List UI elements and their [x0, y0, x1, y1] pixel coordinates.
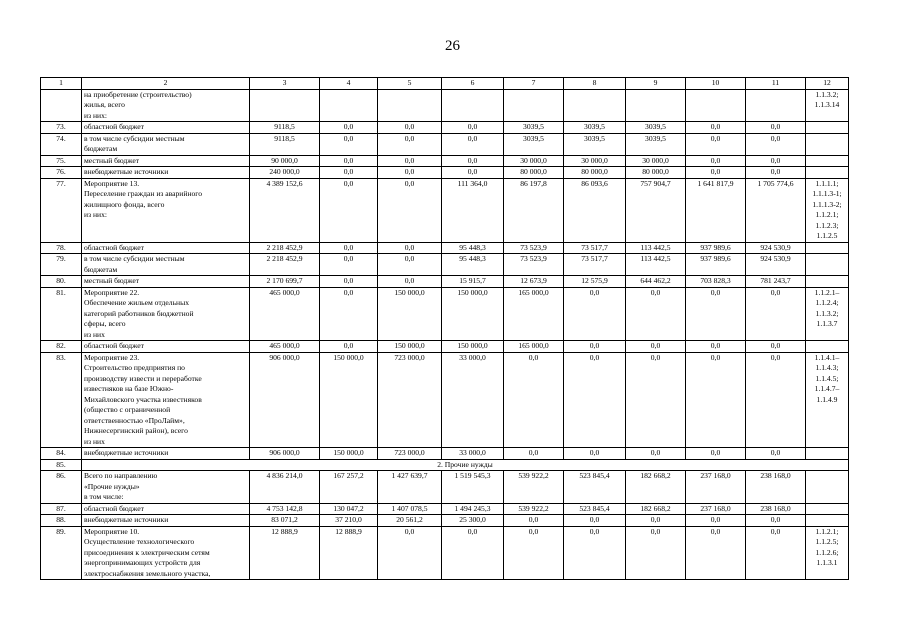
value-cell: 0,0 — [686, 287, 746, 341]
page-number: 26 — [445, 38, 460, 54]
value-cell: 150 000,0 — [320, 448, 378, 460]
value-cell: 1 519 545,3 — [442, 471, 504, 504]
value-cell: 238 168,0 — [746, 471, 806, 504]
value-cell: 0,0 — [442, 167, 504, 179]
row-number: 87. — [41, 503, 82, 515]
value-cell: 12 673,9 — [504, 276, 564, 288]
table-row — [41, 122, 849, 134]
section-row — [41, 459, 849, 471]
row-number: 84. — [41, 448, 82, 460]
target-code-cell: 1.1.2.1; 1.1.2.5; 1.1.2.6; 1.1.3.1 — [806, 526, 849, 580]
value-cell: 130 047,2 — [320, 503, 378, 515]
value-cell — [626, 89, 686, 122]
value-cell: 20 561,2 — [378, 515, 442, 527]
row-number: 85. — [41, 459, 82, 471]
value-cell: 80 000,0 — [564, 167, 626, 179]
value-cell: 238 168,0 — [746, 503, 806, 515]
value-cell: 0,0 — [442, 526, 504, 580]
value-cell: 0,0 — [626, 352, 686, 448]
column-header: 11 — [746, 78, 806, 90]
target-code-cell — [806, 242, 849, 254]
value-cell: 4 836 214,0 — [250, 471, 320, 504]
value-cell: 0,0 — [746, 526, 806, 580]
value-cell: 0,0 — [686, 133, 746, 155]
value-cell: 1 494 245,3 — [442, 503, 504, 515]
value-cell: 30 000,0 — [504, 155, 564, 167]
value-cell: 0,0 — [626, 341, 686, 353]
value-cell: 0,0 — [504, 448, 564, 460]
value-cell: 0,0 — [746, 515, 806, 527]
table-row — [41, 155, 849, 167]
value-cell: 165 000,0 — [504, 287, 564, 341]
row-name: областной бюджет — [82, 503, 250, 515]
value-cell: 111 364,0 — [442, 178, 504, 242]
table-row — [41, 287, 849, 341]
value-cell: 33 000,0 — [442, 352, 504, 448]
table-row — [41, 503, 849, 515]
value-cell: 0,0 — [504, 352, 564, 448]
value-cell: 165 000,0 — [504, 341, 564, 353]
value-cell: 0,0 — [378, 276, 442, 288]
row-name: областной бюджет — [82, 341, 250, 353]
value-cell: 1 427 639,7 — [378, 471, 442, 504]
value-cell: 73 517,7 — [564, 242, 626, 254]
value-cell: 0,0 — [378, 254, 442, 276]
value-cell: 73 523,9 — [504, 254, 564, 276]
target-code-cell — [806, 515, 849, 527]
value-cell: 0,0 — [686, 352, 746, 448]
row-number: 74. — [41, 133, 82, 155]
row-name: местный бюджет — [82, 276, 250, 288]
value-cell: 644 462,2 — [626, 276, 686, 288]
value-cell: 0,0 — [378, 526, 442, 580]
target-code-cell — [806, 341, 849, 353]
value-cell: 182 668,2 — [626, 471, 686, 504]
value-cell: 0,0 — [320, 178, 378, 242]
value-cell: 95 448,3 — [442, 242, 504, 254]
column-header: 7 — [504, 78, 564, 90]
column-header: 12 — [806, 78, 849, 90]
row-number: 83. — [41, 352, 82, 448]
target-code-cell — [806, 122, 849, 134]
table-row — [41, 89, 849, 122]
value-cell: 0,0 — [686, 448, 746, 460]
target-code-cell — [806, 254, 849, 276]
value-cell: 167 257,2 — [320, 471, 378, 504]
row-name: Всего по направлению «Прочие нужды» в том числе: — [82, 471, 250, 504]
row-number: 79. — [41, 254, 82, 276]
value-cell: 30 000,0 — [626, 155, 686, 167]
value-cell: 0,0 — [320, 133, 378, 155]
column-header: 5 — [378, 78, 442, 90]
value-cell: 539 922,2 — [504, 503, 564, 515]
value-cell: 523 845,4 — [564, 471, 626, 504]
value-cell: 924 530,9 — [746, 254, 806, 276]
value-cell: 0,0 — [746, 167, 806, 179]
value-cell: 0,0 — [686, 155, 746, 167]
value-cell: 0,0 — [564, 526, 626, 580]
target-code-cell — [806, 155, 849, 167]
table-row — [41, 352, 849, 448]
value-cell: 150 000,0 — [378, 287, 442, 341]
value-cell — [320, 89, 378, 122]
row-number: 80. — [41, 276, 82, 288]
value-cell: 0,0 — [320, 287, 378, 341]
value-cell: 0,0 — [320, 254, 378, 276]
value-cell: 15 915,7 — [442, 276, 504, 288]
value-cell: 0,0 — [378, 122, 442, 134]
value-cell: 33 000,0 — [442, 448, 504, 460]
value-cell: 0,0 — [320, 242, 378, 254]
value-cell: 0,0 — [320, 276, 378, 288]
row-number: 77. — [41, 178, 82, 242]
row-name: внебюджетные источники — [82, 515, 250, 527]
value-cell: 0,0 — [320, 167, 378, 179]
target-code-cell: 1.1.3.2; 1.1.3.14 — [806, 89, 849, 122]
value-cell: 465 000,0 — [250, 287, 320, 341]
value-cell: 0,0 — [686, 167, 746, 179]
value-cell: 0,0 — [442, 122, 504, 134]
row-name: местный бюджет — [82, 155, 250, 167]
column-header: 4 — [320, 78, 378, 90]
value-cell: 12 575,9 — [564, 276, 626, 288]
value-cell: 0,0 — [626, 287, 686, 341]
table-row — [41, 276, 849, 288]
column-header: 1 — [41, 78, 82, 90]
target-code-cell: 1.1.1.1; 1.1.1.3-1; 1.1.1.3-2; 1.1.2.1; 1.1.2.3; 1.1.2.5 — [806, 178, 849, 242]
value-cell: 182 668,2 — [626, 503, 686, 515]
value-cell: 240 000,0 — [250, 167, 320, 179]
value-cell: 465 000,0 — [250, 341, 320, 353]
column-header: 3 — [250, 78, 320, 90]
table-row — [41, 341, 849, 353]
value-cell: 539 922,2 — [504, 471, 564, 504]
value-cell: 0,0 — [320, 155, 378, 167]
value-cell: 937 989,6 — [686, 242, 746, 254]
value-cell: 150 000,0 — [442, 341, 504, 353]
value-cell: 1 641 817,9 — [686, 178, 746, 242]
budget-table — [40, 77, 849, 580]
row-name: внебюджетные источники — [82, 167, 250, 179]
value-cell: 0,0 — [564, 352, 626, 448]
value-cell: 0,0 — [378, 167, 442, 179]
target-code-cell: 1.1.4.1– 1.1.4.3; 1.1.4.5; 1.1.4.7– 1.1.4.9 — [806, 352, 849, 448]
row-name: областной бюджет — [82, 122, 250, 134]
value-cell: 0,0 — [564, 287, 626, 341]
value-cell: 0,0 — [504, 515, 564, 527]
value-cell: 12 888,9 — [320, 526, 378, 580]
value-cell: 0,0 — [626, 515, 686, 527]
value-cell: 0,0 — [686, 341, 746, 353]
value-cell: 2 218 452,9 — [250, 254, 320, 276]
row-name: на приобретение (строительство) жилья, всего из них: — [82, 89, 250, 122]
target-code-cell — [806, 167, 849, 179]
row-name: Мероприятие 23. Строительство предприятия по производству извести и переработке известняков на базе Южно- Михайловского участка известняков (общество с ограниченной ответственностью «ПроЛайм», Нижнесергинский район), всего из них — [82, 352, 250, 448]
value-cell: 0,0 — [320, 341, 378, 353]
column-header: 2 — [82, 78, 250, 90]
value-cell: 237 168,0 — [686, 471, 746, 504]
value-cell: 25 300,0 — [442, 515, 504, 527]
value-cell — [442, 89, 504, 122]
table-row — [41, 448, 849, 460]
section-title: 2. Прочие нужды — [82, 459, 849, 471]
value-cell: 3039,5 — [504, 133, 564, 155]
value-cell: 150 000,0 — [320, 352, 378, 448]
value-cell: 906 000,0 — [250, 448, 320, 460]
row-name: в том числе субсидии местным бюджетам — [82, 133, 250, 155]
value-cell: 0,0 — [686, 526, 746, 580]
row-number: 78. — [41, 242, 82, 254]
value-cell: 723 000,0 — [378, 352, 442, 448]
value-cell: 237 168,0 — [686, 503, 746, 515]
value-cell: 9118,5 — [250, 133, 320, 155]
row-name: областной бюджет — [82, 242, 250, 254]
column-header: 9 — [626, 78, 686, 90]
column-header: 6 — [442, 78, 504, 90]
target-code-cell — [806, 448, 849, 460]
value-cell: 86 197,8 — [504, 178, 564, 242]
value-cell: 4 389 152,6 — [250, 178, 320, 242]
value-cell: 2 218 452,9 — [250, 242, 320, 254]
value-cell: 73 517,7 — [564, 254, 626, 276]
table-row — [41, 133, 849, 155]
value-cell: 924 530,9 — [746, 242, 806, 254]
table-header-row — [41, 78, 849, 90]
value-cell: 3039,5 — [504, 122, 564, 134]
value-cell: 1 407 078,5 — [378, 503, 442, 515]
row-number: 75. — [41, 155, 82, 167]
table-row — [41, 167, 849, 179]
table-row — [41, 242, 849, 254]
value-cell: 906 000,0 — [250, 352, 320, 448]
value-cell: 0,0 — [442, 133, 504, 155]
target-code-cell: 1.1.2.1– 1.1.2.4; 1.1.3.2; 1.1.3.7 — [806, 287, 849, 341]
value-cell: 0,0 — [378, 133, 442, 155]
target-code-cell — [806, 276, 849, 288]
value-cell: 12 888,9 — [250, 526, 320, 580]
value-cell: 3039,5 — [564, 133, 626, 155]
target-code-cell — [806, 133, 849, 155]
value-cell: 0,0 — [746, 122, 806, 134]
value-cell: 757 904,7 — [626, 178, 686, 242]
value-cell: 90 000,0 — [250, 155, 320, 167]
row-name: в том числе субсидии местным бюджетам — [82, 254, 250, 276]
value-cell: 9118,5 — [250, 122, 320, 134]
value-cell: 0,0 — [442, 155, 504, 167]
value-cell — [250, 89, 320, 122]
value-cell: 1 705 774,6 — [746, 178, 806, 242]
row-name: Мероприятие 22. Обеспечение жильем отдельных категорий работников бюджетной сферы, всего из них — [82, 287, 250, 341]
value-cell: 0,0 — [746, 448, 806, 460]
table-row — [41, 526, 849, 580]
value-cell: 0,0 — [746, 341, 806, 353]
value-cell: 113 442,5 — [626, 254, 686, 276]
column-header: 8 — [564, 78, 626, 90]
row-number: 81. — [41, 287, 82, 341]
value-cell: 150 000,0 — [442, 287, 504, 341]
value-cell: 523 845,4 — [564, 503, 626, 515]
column-header: 10 — [686, 78, 746, 90]
value-cell: 0,0 — [564, 515, 626, 527]
row-number: 82. — [41, 341, 82, 353]
target-code-cell — [806, 471, 849, 504]
value-cell: 80 000,0 — [626, 167, 686, 179]
value-cell: 723 000,0 — [378, 448, 442, 460]
row-number: 89. — [41, 526, 82, 580]
table-row — [41, 254, 849, 276]
value-cell: 0,0 — [564, 448, 626, 460]
table-row — [41, 471, 849, 504]
value-cell — [564, 89, 626, 122]
value-cell: 2 170 699,7 — [250, 276, 320, 288]
value-cell: 86 093,6 — [564, 178, 626, 242]
value-cell: 0,0 — [686, 515, 746, 527]
value-cell: 73 523,9 — [504, 242, 564, 254]
value-cell: 3039,5 — [564, 122, 626, 134]
value-cell: 37 210,0 — [320, 515, 378, 527]
value-cell: 80 000,0 — [504, 167, 564, 179]
value-cell: 0,0 — [746, 287, 806, 341]
value-cell: 3039,5 — [626, 122, 686, 134]
row-number — [41, 89, 82, 122]
value-cell: 937 989,6 — [686, 254, 746, 276]
value-cell — [378, 89, 442, 122]
value-cell — [746, 89, 806, 122]
value-cell: 83 071,2 — [250, 515, 320, 527]
value-cell: 0,0 — [746, 155, 806, 167]
value-cell: 0,0 — [504, 526, 564, 580]
value-cell: 30 000,0 — [564, 155, 626, 167]
row-name: Мероприятие 10. Осуществление технологического присоединения к электрическим сетям энергопринимающих устройств для электроснабжения земельного участка, — [82, 526, 250, 580]
value-cell: 95 448,3 — [442, 254, 504, 276]
value-cell: 0,0 — [746, 133, 806, 155]
value-cell: 3039,5 — [626, 133, 686, 155]
value-cell: 0,0 — [564, 341, 626, 353]
row-name: внебюджетные источники — [82, 448, 250, 460]
table-row — [41, 178, 849, 242]
value-cell: 0,0 — [378, 242, 442, 254]
value-cell: 4 753 142,8 — [250, 503, 320, 515]
value-cell: 0,0 — [626, 526, 686, 580]
row-number: 86. — [41, 471, 82, 504]
value-cell: 0,0 — [320, 122, 378, 134]
table-row — [41, 515, 849, 527]
value-cell: 113 442,5 — [626, 242, 686, 254]
row-number: 73. — [41, 122, 82, 134]
value-cell: 0,0 — [378, 155, 442, 167]
value-cell: 150 000,0 — [378, 341, 442, 353]
value-cell: 0,0 — [626, 448, 686, 460]
value-cell: 0,0 — [746, 352, 806, 448]
value-cell: 0,0 — [378, 178, 442, 242]
value-cell — [686, 89, 746, 122]
value-cell: 781 243,7 — [746, 276, 806, 288]
target-code-cell — [806, 503, 849, 515]
row-number: 88. — [41, 515, 82, 527]
value-cell — [504, 89, 564, 122]
row-number: 76. — [41, 167, 82, 179]
value-cell: 0,0 — [686, 122, 746, 134]
row-name: Мероприятие 13. Переселение граждан из аварийного жилищного фонда, всего из них: — [82, 178, 250, 242]
value-cell: 703 828,3 — [686, 276, 746, 288]
